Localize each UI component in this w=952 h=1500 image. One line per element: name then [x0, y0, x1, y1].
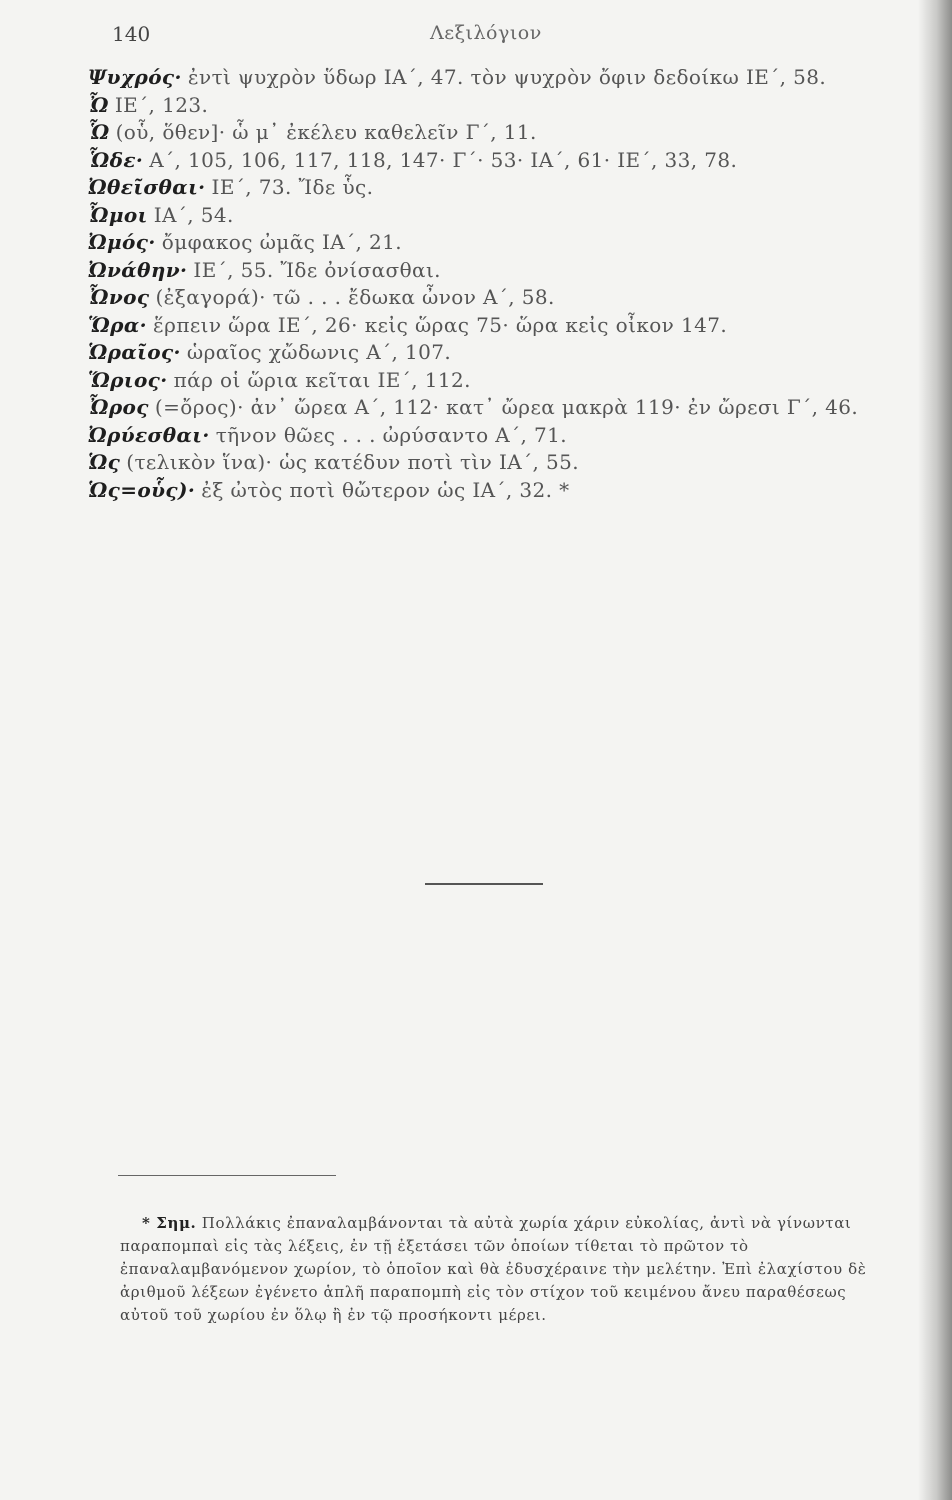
glossary-entry	[88, 284, 898, 312]
glossary-entry	[88, 449, 898, 477]
glossary-entry	[88, 92, 898, 120]
entry-text: ΙΑ΄, 54.	[153, 202, 234, 227]
entry-text: ὡραῖος χὤδωνις Α΄, 107.	[186, 340, 452, 364]
footnote	[120, 1212, 900, 1327]
entry-text: ἕρπειν ὥρα ΙΕ΄, 26· κεἰς ὥρας 75· ὥρα κεἰς οἶκον 147.	[153, 312, 728, 337]
glossary-entry	[88, 477, 898, 505]
entry-headword: Ὠρύεσθαι·	[88, 422, 210, 447]
entry-headword: Ὠμός·	[88, 230, 156, 254]
glossary-entry	[88, 312, 898, 340]
entry-headword: Ὦρος	[88, 395, 149, 419]
entry-headword: Ὦ	[88, 92, 109, 117]
entry-text: ὄμφακος ὠμᾶς ΙΑ΄, 21.	[161, 230, 403, 254]
entry-text: (ἐξαγορά)· τῶ . . . ἔδωκα ὦνον Α΄, 58.	[155, 285, 555, 309]
entry-text: Α΄, 105, 106, 117, 118, 147· Γ΄· 53· ΙΑ΄, 61· ΙΕ΄, 33, 78.	[149, 147, 738, 172]
page-number: 140	[112, 22, 151, 46]
entry-text: ἐξ ὠτὸς ποτὶ θὤτερον ὡς ΙΑ΄, 32. *	[201, 477, 570, 502]
entry-text: (=ὄρος)· ἀν᾽ ὤρεα Α΄, 112· κατ᾽ ὤρεα μακρὰ 119· ἐν ὤρεσι Γ΄, 46.	[154, 395, 859, 419]
glossary-entry	[88, 119, 898, 147]
entry-headword: Ὧ	[88, 120, 110, 144]
entry-headword: Ὦνος	[88, 285, 150, 309]
glossary-entry	[88, 64, 898, 92]
book-spine-shadow	[918, 0, 952, 1500]
glossary-entry	[88, 339, 898, 367]
entry-headword: Ὠνάθην·	[88, 257, 188, 282]
running-title: Λεξιλόγιον	[430, 22, 542, 44]
glossary-entry	[88, 367, 898, 395]
entry-headword: Ψυχρός·	[88, 65, 182, 89]
entry-headword: Ὥρα·	[88, 312, 148, 337]
entry-headword: Ὡς	[88, 450, 121, 474]
entry-text: τῆνον θῶες . . . ὠρύσαντο Α΄, 71.	[215, 422, 568, 447]
entry-text: ΙΕ΄, 73. Ἴδε ὗς.	[211, 175, 374, 199]
glossary-entry	[88, 229, 898, 257]
entry-headword: Ὠθεῖσθαι·	[88, 175, 206, 199]
entry-headword: Ὥριος·	[88, 367, 168, 392]
glossary-entry	[88, 147, 898, 175]
entry-text: πάρ οἱ ὥρια κεῖται ΙΕ΄, 112.	[173, 367, 471, 392]
entry-headword: Ὧδε·	[88, 147, 144, 172]
footnote-text: Πολλάκις ἐπαναλαμβάνονται τὰ αὐτὰ χωρία χάριν εὐκολίας, ἀντὶ νὰ γίνωνται παραπομπαὶ εἰς τὰς λέξεις, ἐν τῇ ἐξετάσει τῶν ὁποίων τίθεται τὸ πρῶτον τὸ ἐπαναλαμβανόμενον χωρίον, τὸ ὁποῖον καὶ θὰ ἐδυσχέραινε τὴν μελέτην. Ἐπὶ ἐλαχίστου δὲ ἀριθμοῦ λέξεων ἐγένετο ἁπλῆ παραπομπὴ εἰς τὸν στίχον τοῦ κειμένου ἄνευ παραθέσεως αὐτοῦ τοῦ χωρίου ἐν ὅλῳ ἢ ἐν τῷ προσήκοντι μέρει.	[120, 1214, 867, 1324]
glossary-entry	[88, 394, 898, 422]
footnote-rule	[118, 1175, 336, 1176]
entry-headword: Ὡς=οὗς)·	[88, 477, 196, 502]
section-separator	[425, 883, 543, 885]
glossary-entry	[88, 257, 898, 285]
entry-text: ΙΕ΄, 55. Ἴδε ὀνίσασθαι.	[193, 257, 441, 282]
glossary-entry	[88, 422, 898, 450]
glossary-entries	[88, 64, 898, 504]
footnote-label: * Σημ.	[142, 1214, 197, 1232]
entry-headword: Ὡραῖος·	[88, 340, 181, 364]
glossary-entry	[88, 174, 898, 202]
glossary-entry	[88, 202, 898, 230]
entry-text: (οὗ, ὅθεν]· ὧ μ᾽ ἐκέλευ καθελεῖν Γ΄, 11.	[115, 120, 537, 144]
entry-text: ἐντὶ ψυχρὸν ὕδωρ ΙΑ΄, 47. τὸν ψυχρὸν ὄφιν δεδοίκω ΙΕ΄, 58.	[187, 65, 827, 89]
entry-text: (τελικὸν ἵνα)· ὡς κατέδυν ποτὶ τὶν ΙΑ΄, 55.	[126, 450, 580, 474]
entry-headword: Ὦμοι	[88, 202, 148, 227]
entry-text: ΙΕ΄, 123.	[114, 92, 209, 117]
